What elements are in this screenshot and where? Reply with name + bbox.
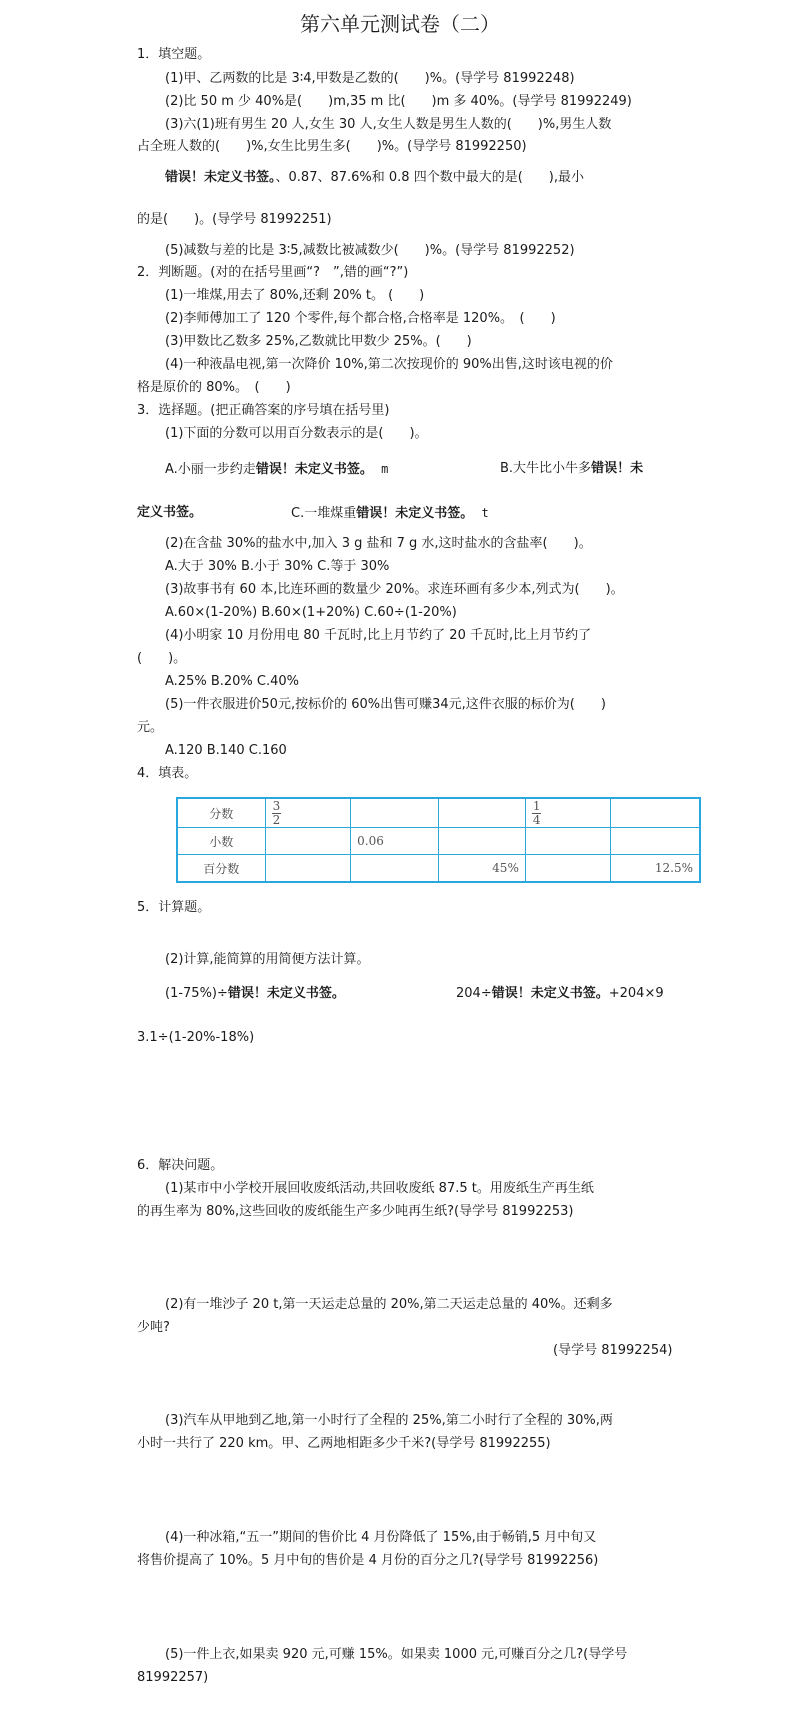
cell-empty <box>351 855 438 883</box>
q6-4-line1: (4)一种冰箱,“五一”期间的售价比 4 月份降低了 15%,由于畅销,5 月中旬又 <box>165 1530 597 1545</box>
q5-2-expr-b: 204÷错误！未定义书签。+204×9 <box>456 986 664 1001</box>
q1-3-line2: 占全班人数的( )%,女生比男生多( )%。(导学号 81992250) <box>137 139 527 154</box>
page-title: 第六单元测试卷（二） <box>300 12 500 36</box>
q6-2-line2: 少吨? <box>137 1320 170 1335</box>
q6-4-line2: 将售价提高了 10%。5 月中旬的售价是 4 月份的百分之几?(导学号 81992256) <box>137 1553 599 1568</box>
row-label-fraction: 分数 <box>177 798 265 828</box>
section-5-heading: 5．计算题。 <box>137 900 211 915</box>
cell-empty <box>438 798 525 828</box>
q5-2: (2)计算,能简算的用简便方法计算。 <box>165 952 370 967</box>
cell-decimal: 0.06 <box>351 828 438 855</box>
q2-2: (2)李师傅加工了 120 个零件,每个都合格,合格率是 120%。 ( ) <box>165 311 556 326</box>
q6-3-line1: (3)汽车从甲地到乙地,第一小时行了全程的 25%,第二小时行了全程的 30%,两 <box>165 1413 613 1428</box>
q3-3-options: A.60×(1-20%) B.60×(1+20%) C.60÷(1-20%) <box>165 605 457 620</box>
q6-1-line2: 的再生率为 80%,这些回收的废纸能生产多少吨再生纸?(导学号 81992253) <box>137 1204 574 1219</box>
q3-2: (2)在含盐 30%的盐水中,加入 3 g 盐和 7 g 水,这时盐水的含盐率( )。 <box>165 536 592 551</box>
q2-1: (1)一堆煤,用去了 80%,还剩 20% t。 ( ) <box>165 288 425 303</box>
q6-5-line1: (5)一件上衣,如果卖 920 元,可赚 15%。如果卖 1000 元,可赚百分之几?(导学号 <box>165 1647 628 1662</box>
table-row <box>177 798 700 828</box>
table-row <box>177 855 700 883</box>
cell-empty <box>265 855 351 883</box>
q3-4-options: A.25% B.20% C.40% <box>165 674 300 689</box>
cell-fraction-b: $\frac{1}{4}$ <box>525 798 611 828</box>
q5-2-expr-a: (1-75%)÷错误！未定义书签。 <box>165 986 345 1001</box>
q3-5-options: A.120 B.140 C.160 <box>165 743 287 758</box>
q3-1-option-c: C.一堆煤重错误！未定义书签。 t <box>291 506 489 521</box>
q5-2-expr-c: 3.1÷(1-20%-18%) <box>137 1030 255 1045</box>
q6-3-line2: 小时一共行了 220 km。甲、乙两地相距多少千米?(导学号 81992255) <box>137 1436 551 1451</box>
section-1-heading: 1．填空题。 <box>137 47 211 62</box>
q1-3-line1: (3)六(1)班有男生 20 人,女生 30 人,女生人数是男生人数的( )%,男生人数 <box>165 117 612 132</box>
q1-1: (1)甲、乙两数的比是 3∶4,甲数是乙数的( )%。(导学号 81992248) <box>165 71 575 86</box>
q1-2: (2)比 50 m 少 40%是( )m,35 m 比( )m 多 40%。(导学号 81992249) <box>165 94 632 109</box>
q1-4-line1: 错误！未定义书签。、0.87、87.6%和 0.8 四个数中最大的是( ),最小 <box>165 170 584 185</box>
q6-5-line2: 81992257) <box>137 1670 209 1685</box>
cell-fraction-a: $\frac{3}{2}$ <box>265 798 351 828</box>
cell-percent-a: 45% <box>438 855 525 883</box>
q3-4-line2: ( )。 <box>137 651 187 666</box>
row-label-percent: 百分数 <box>177 855 265 883</box>
q6-2-ref: (导学号 81992254) <box>553 1343 673 1358</box>
q3-1-option-b-cont: 定义书签。 <box>137 505 203 520</box>
conversion-table <box>176 797 701 883</box>
row-label-decimal: 小数 <box>177 828 265 855</box>
q2-4-line1: (4)一种液晶电视,第一次降价 10%,第二次按现价的 90%出售,这时该电视的价 <box>165 357 613 372</box>
q3-3: (3)故事书有 60 本,比连环画的数量少 20%。求连环画有多少本,列式为( )。 <box>165 582 624 597</box>
q3-5-line1: (5)一件衣服进价50元,按标价的 60%出售可赚34元,这件衣服的标价为( ) <box>165 697 606 712</box>
q3-1-option-b: B.大牛比小牛多错误！未 <box>500 461 644 476</box>
q3-5-line2: 元。 <box>137 720 164 735</box>
section-2-heading: 2．判断题。(对的在括号里画“? ”,错的画“?”) <box>137 265 409 280</box>
q3-1: (1)下面的分数可以用百分数表示的是( )。 <box>165 426 428 441</box>
q1-4-line2: 的是( )。(导学号 81992251) <box>137 212 332 227</box>
section-4-heading: 4．填表。 <box>137 766 198 781</box>
cell-empty <box>525 855 611 883</box>
cell-empty <box>525 828 611 855</box>
section-6-heading: 6．解决问题。 <box>137 1158 224 1173</box>
table-row <box>177 828 700 855</box>
cell-percent-b: 12.5% <box>611 855 700 883</box>
cell-empty <box>351 798 438 828</box>
q3-2-options: A.大于 30% B.小于 30% C.等于 30% <box>165 559 390 574</box>
q3-4-line1: (4)小明家 10 月份用电 80 千瓦时,比上月节约了 20 千瓦时,比上月节约了 <box>165 628 592 643</box>
cell-empty <box>438 828 525 855</box>
cell-empty <box>265 828 351 855</box>
cell-empty <box>611 798 700 828</box>
q2-3: (3)甲数比乙数多 25%,乙数就比甲数少 25%。( ) <box>165 334 472 349</box>
q3-1-option-a: A.小丽一步约走错误！未定义书签。 m <box>165 462 389 477</box>
q6-2-line1: (2)有一堆沙子 20 t,第一天运走总量的 20%,第二天运走总量的 40%。还剩多 <box>165 1297 613 1312</box>
q1-5: (5)减数与差的比是 3∶5,减数比被减数少( )%。(导学号 81992252) <box>165 243 575 258</box>
cell-empty <box>611 828 700 855</box>
q2-4-line2: 格是原价的 80%。 ( ) <box>137 380 291 395</box>
section-3-heading: 3．选择题。(把正确答案的序号填在括号里) <box>137 403 390 418</box>
q6-1-line1: (1)某市中小学校开展回收废纸活动,共回收废纸 87.5 t。用废纸生产再生纸 <box>165 1181 594 1196</box>
